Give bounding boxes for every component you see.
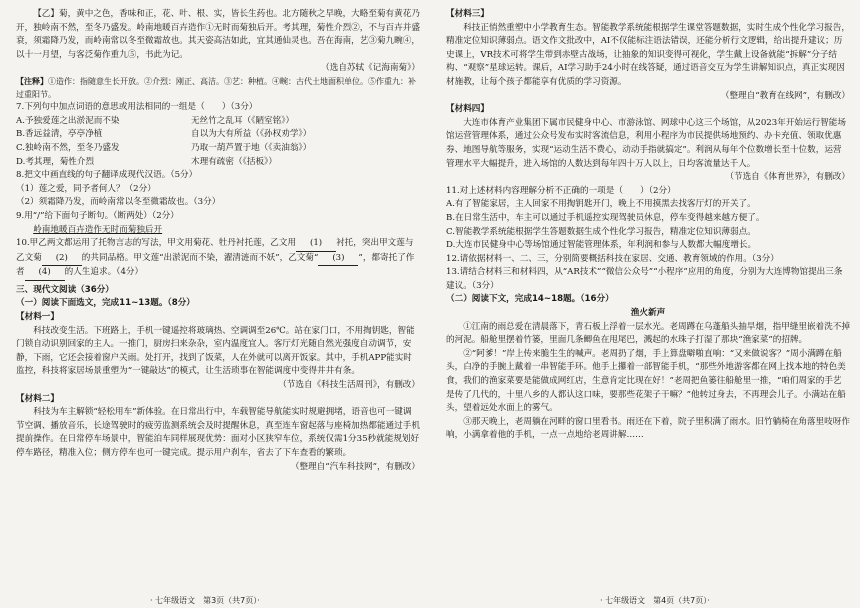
material-1: 科技改变生活。下班路上，手机一键遥控将玻璃热、空调调至26℃。站在家门口，不用掏钥匙，智能门锁自动识别回家的主人。一推门，厨房扫来杂杂，室内温度宜人。客厅灯光随自然光强度自动调节，安静，下雨，它还会接着窗户关雨。处打开，找到了饭菜，人在外就可以离开饭家。其中，手机APP能实时监控，科技将家居场景重塑为“一键敲达”的模式，让生活琐事在智能调度中变得井井有条。 <box>16 325 415 377</box>
q11-option-c: C.智能教学系统能根据学生答题数据生成个性化学习报告，精准定位知识薄弱点。 <box>446 226 756 237</box>
question-8: 8.把文中画直线的句子翻译成现代汉语。（5分） <box>16 170 198 181</box>
q7-c-right: 乃取一葫芦置于地（《卖油翁》） <box>191 142 312 153</box>
q10-part-b: 衬托，突出甲文莲与乙文菊 <box>16 238 414 263</box>
material-2-source: （整理自“汽车科技网”，有删改） <box>290 461 420 472</box>
answer-blank-3[interactable]: (3) <box>318 252 358 267</box>
question-12: 12.请依据材料一、二、三，分别简要概括科技在家居、交通、教育领域的作用。（3分） <box>446 253 779 264</box>
page-footer-right: · 七年级语文 第4页（共7页）· <box>600 596 710 605</box>
question-11: 11.对上述材料内容理解分析不正确的一项是（ ）（2分） <box>446 185 676 196</box>
page-footer-left: · 七年级语文 第3页（共7页）· <box>150 596 260 605</box>
material-3-title: 【材料三】 <box>446 9 489 19</box>
material-3-source: （整理自“教育在线网”，有删改） <box>720 90 850 101</box>
section-3-2-title: （二）阅读下文，完成14~18题。（16分） <box>446 294 614 305</box>
q7-b-right: 自以为大有所益（《孙权劝学》） <box>191 129 312 140</box>
q7-a-left: A.予独爱莲之出淤泥而不染 <box>16 115 120 126</box>
q7-option <box>16 128 420 142</box>
answer-blank-2[interactable]: (2) <box>42 252 82 267</box>
question-7: 7.下列句中加点词语的意思或用法相同的一组是（ ）（3分） <box>16 102 258 113</box>
notes <box>16 76 420 101</box>
q7-options <box>16 115 420 169</box>
material-2: 科技为车主解锁“轻松用车”新体验。在日常出行中，车载智能导航能实时规避拥堵，语音也可一键调节空调、播放音乐，长途驾驶时的疲劳监测系统会及时提醒休息，真至连车窗起落与座椅加热都能通过手机提前操作。在日常停车场景中，智能泊车同样展现优势：面对小区狭窄车位，系统仅需1分35秒就能规划好停车路径，精准入位；侧方停车也可一键完成。提示用户刹车，省去了下车查看的繁琐。 <box>16 407 420 458</box>
question-9: 9.用“/”给下面句子断句。（断两处）（2分） <box>16 210 179 221</box>
q7-option <box>16 115 420 129</box>
q7-b-left: B.香远益清，亭亭净植 <box>16 129 103 140</box>
q7-d-right: 木理有疏密（《括板》） <box>191 156 277 167</box>
material-3: 科技正悄然重塑中小学教育生态。智能教学系统能根据学生课堂答题数据，实时生成个性化学习报告，精准定位知识薄弱点。语文作文批改中，AI不仅能标注语法错误，还能分析行文逻辑，给出提升建议；历史课上，VR技术可将学生带到赤壁古战场，让抽象的知识变得可视化，学生戴上设备就能“拆解”分子结构、“观察”星球运转。课后，AI学习助手24小时在线答疑，通过语音交互为学生讲解知识点，真正实现因材施教，让每个孩子都能享有优质的学习资源。 <box>446 22 850 87</box>
q7-option <box>16 142 420 156</box>
q10-part-a: 10.甲乙两文都运用了托物言志的写法，甲文用菊花、牡丹衬托莲，乙文用 <box>16 238 297 249</box>
right-page <box>446 8 850 443</box>
notes-text: ①造作：指随意生长开放。②介烈：刚正、高洁。③艺：种植。④畹：古代土地面积单位。⑤作重九：补过重阳节。 <box>16 76 416 99</box>
question-8-1: （1）莲之爱，同予者何人？（2分） <box>16 183 156 194</box>
section-3-title: 三、现代文阅读（36分） <box>16 284 114 295</box>
q7-d-left: D.考其理，菊性介烈 <box>16 156 95 167</box>
story-para-1: ①江南的雨总爱在清晨落下，青石板上浮着一层水光。老周蹲在乌蓬船头抽旱烟，指甲缝里嵌着洗不掉的河泥。船舱里摆着竹篓，里面几条鲫鱼在甩尾巴，溅起的水珠子打湿了那块“渔家菜”的招牌。 <box>446 321 850 346</box>
q7-option <box>16 156 420 170</box>
material-2-title: 【材料二】 <box>16 393 59 404</box>
q7-c-left: C.独岭南不然，至冬乃盛发 <box>16 142 120 153</box>
answer-blank-4[interactable]: (4) <box>25 266 65 281</box>
answer-blank-1[interactable]: (1) <box>296 237 336 252</box>
story-para-2: ②“阿爹！”岸上传来脆生生的喊声。老周扔了烟，手上算盘噼啪直响：“又来做说客？”周小满蹲在船头，白净的手腕上戴着一串智能手环。他手上攥着一部智能手机，“那些外地游客都在网上找本地的特色美食，我们的渔家菜要是能做成网红店，生意肯定比现在好！”老周把鱼篓往船舱里一推，“咱们周家的手艺是传了几代的，十里八乡的人都认这口味，要那些花架子干嘛？”他转过身去，不再理会儿子。小满站在船头，望着远处水面上的雾气。 <box>446 348 846 414</box>
material-1-title: 【材料一】 <box>16 312 59 323</box>
yi-passage: 【乙】菊，黄中之色，香味和正，花、叶、根、实，皆长生药也。北方随秋之早晚，大略至菊有黄花乃开，独岭南不然，至冬乃盛发。岭南地暖百卉造作①无时而菊独后开。考其理，菊性介烈②，不与百卉并盛衰，须霜降乃发，而岭南常以冬至微霜故也。其天姿高洁如此，宜其通仙灵也。吾在海南，艺③菊九畹④，以十一月望，与客泛菊作重九⑤，书此为记。 <box>16 9 420 60</box>
left-page <box>16 8 420 474</box>
material-4: 大连市体育产业集团下属市民健身中心、市游泳馆、网球中心这三个场馆，从2023年开始运行智能场馆运营管理体系，通过公众号发布实时客流信息，利用小程序为市民提供场地预约、办卡充值、领取优惠券、地图导航等服务，实现“运动生活不费心，动动手指就搞定”。利润从每年个位数增长至十位数，运营管理水平大幅提升，进入场馆的人数达到每年四十万人以上，日均客流量达千人。 <box>446 117 846 169</box>
story-para-3: ③那天晚上，老周躺在河畔的窗口里看书。雨还在下着，院子里积满了雨水。旧竹躺椅在角落里吱呀作响，小满拿着他的手机，一点一点地给老周讲解…… <box>446 416 850 441</box>
story-title: 渔火新声 <box>630 308 666 319</box>
q10-part-e: 的人生追求。（4分） <box>64 267 144 278</box>
q10-part-d: ”，都寄托了作者 <box>16 252 415 278</box>
question-13: 13.请结合材料三和材料四，从“AR技术”“微信公众号”“小程序”应用的角度，分别为大连博物馆提出三条建议。（3分） <box>446 267 843 291</box>
material-4-title: 【材料四】 <box>446 104 489 115</box>
q11-option-a: A.有了智能家居，主人回家不用掏钥匙开门，晚上不用摸黑去找客厅灯的开关了。 <box>446 199 756 210</box>
question-9-text: 岭南地暖百卉造作无时而菊独后开 <box>33 224 163 235</box>
question-8-2: （2）须霜降乃发，而岭南常以冬至微霜故也。（3分） <box>16 197 221 208</box>
section-3-1-title: （一）阅读下面选文，完成11~13题。（8分） <box>16 298 195 309</box>
q11-option-b: B.在日常生活中，车主可以通过手机遥控实现驾驶员休息，停车变得越来越方便了。 <box>446 212 765 223</box>
material-1-source: （节选自《科技生活周刊》，有删改） <box>278 380 420 391</box>
yi-source: （选自苏轼《记海南菊》） <box>321 63 420 74</box>
material-4-source: （节选自《体育世界》，有删改） <box>725 172 850 183</box>
q10-part-c: 的共同品格。甲文莲“出淤泥而不染，濯清涟而不妖”，乙文菊“ <box>81 252 319 263</box>
q7-a-right: 无丝竹之乱耳（《陋室铭》） <box>191 115 295 126</box>
question-10 <box>16 237 420 281</box>
q11-option-d: D.大连市民健身中心等场馆通过智能管理体系，年利润和参与人数都大幅度增长。 <box>446 240 757 251</box>
notes-title: 【注释】 <box>16 76 48 86</box>
